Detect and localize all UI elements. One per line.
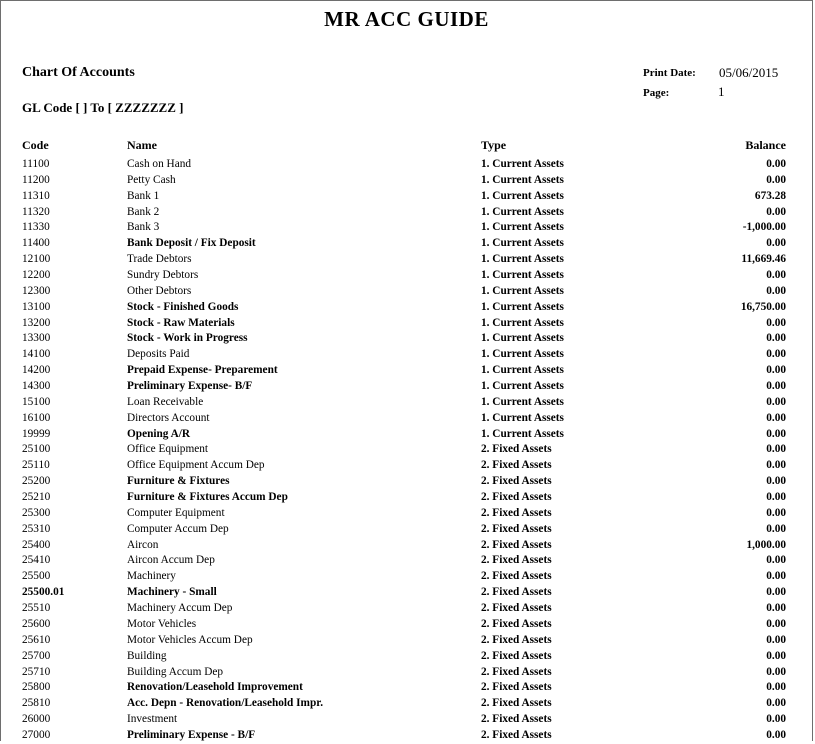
account-name: Investment	[127, 713, 178, 726]
table-row	[1, 347, 812, 363]
account-balance: 0.00	[766, 332, 786, 345]
account-type: 1. Current Assets	[481, 284, 564, 297]
account-code: 25410	[22, 554, 51, 567]
account-name: Bank 3	[127, 221, 160, 234]
account-balance: 16,750.00	[740, 300, 786, 313]
table-row	[1, 173, 812, 189]
table-row	[1, 268, 812, 284]
table-row	[1, 220, 812, 236]
table-row	[1, 363, 812, 379]
account-balance: 0.00	[766, 395, 786, 408]
account-type: 2. Fixed Assets	[481, 459, 552, 472]
print-date-value: 05/06/2015	[719, 65, 779, 80]
account-code: 14100	[22, 348, 51, 361]
account-balance: 0.00	[766, 364, 786, 377]
table-row	[1, 379, 812, 395]
table-row	[1, 236, 812, 252]
account-code: 25210	[22, 491, 51, 504]
table-row	[1, 427, 812, 443]
table-row	[1, 300, 812, 316]
account-type: 2. Fixed Assets	[481, 681, 552, 694]
account-balance: -1,000.00	[742, 221, 786, 234]
account-type: 2. Fixed Assets	[481, 713, 552, 726]
account-type: 1. Current Assets	[481, 253, 564, 266]
account-balance: 0.00	[766, 697, 786, 710]
account-name: Acc. Depn - Renovation/Leasehold Impr.	[127, 697, 324, 710]
account-balance: 11,669.46	[741, 253, 786, 266]
table-row	[1, 633, 812, 649]
print-date-label: Print Date:	[643, 67, 696, 79]
account-code: 12200	[22, 269, 51, 282]
account-name: Petty Cash	[127, 173, 176, 186]
account-code: 25510	[22, 602, 51, 615]
account-balance: 0.00	[766, 205, 786, 218]
account-name: Opening A/R	[127, 427, 191, 440]
account-code: 12300	[22, 284, 51, 297]
account-code: 11320	[22, 205, 50, 218]
account-balance: 0.00	[766, 173, 786, 186]
account-balance: 0.00	[766, 713, 786, 726]
table-row	[1, 569, 812, 585]
account-code: 11310	[22, 189, 50, 202]
account-name: Building Accum Dep	[127, 665, 224, 678]
accounts-table	[1, 157, 812, 744]
table-row	[1, 553, 812, 569]
page-number: 1	[718, 84, 725, 99]
account-name: Bank 1	[127, 189, 160, 202]
account-type: 1. Current Assets	[481, 364, 564, 377]
account-name: Motor Vehicles	[127, 617, 197, 630]
account-type: 2. Fixed Assets	[481, 633, 552, 646]
account-code: 25110	[22, 459, 50, 472]
table-row	[1, 585, 812, 601]
account-type: 1. Current Assets	[481, 411, 564, 424]
account-code: 25200	[22, 475, 51, 488]
account-code: 25100	[22, 443, 51, 456]
account-balance: 0.00	[766, 554, 786, 567]
account-code: 11200	[22, 173, 50, 186]
account-code: 19999	[22, 427, 51, 440]
account-name: Stock - Raw Materials	[127, 316, 235, 329]
account-type: 1. Current Assets	[481, 332, 564, 345]
account-balance: 1,000.00	[746, 538, 786, 551]
account-code: 13300	[22, 332, 51, 345]
account-name: Machinery	[127, 570, 176, 583]
account-code: 25500	[22, 570, 51, 583]
table-row	[1, 522, 812, 538]
account-name: Bank 2	[127, 205, 160, 218]
account-type: 1. Current Assets	[481, 189, 564, 202]
column-header-type: Type	[481, 138, 507, 152]
account-code: 14200	[22, 364, 51, 377]
table-row	[1, 649, 812, 665]
account-code: 25600	[22, 617, 51, 630]
account-balance: 673.28	[754, 189, 786, 202]
account-balance: 0.00	[766, 459, 786, 472]
column-header-balance: Balance	[745, 138, 786, 152]
table-row	[1, 506, 812, 522]
account-type: 2. Fixed Assets	[481, 617, 552, 630]
account-name: Preliminary Expense- B/F	[127, 380, 253, 393]
account-type: 1. Current Assets	[481, 237, 564, 250]
account-type: 2. Fixed Assets	[481, 570, 552, 583]
account-balance: 0.00	[766, 158, 786, 170]
account-type: 1. Current Assets	[481, 173, 564, 186]
account-name: Directors Account	[127, 411, 210, 424]
account-name: Motor Vehicles Accum Dep	[127, 633, 253, 646]
account-name: Stock - Finished Goods	[127, 300, 239, 313]
account-code: 27000	[22, 728, 51, 741]
account-balance: 0.00	[766, 269, 786, 282]
account-type: 1. Current Assets	[481, 158, 564, 170]
table-row	[1, 474, 812, 490]
table-row	[1, 490, 812, 506]
account-balance: 0.00	[766, 586, 786, 599]
account-balance: 0.00	[766, 348, 786, 361]
account-type: 2. Fixed Assets	[481, 554, 552, 567]
account-name: Other Debtors	[127, 284, 192, 297]
account-balance: 0.00	[766, 649, 786, 662]
account-code: 13100	[22, 300, 51, 313]
account-type: 2. Fixed Assets	[481, 586, 552, 599]
account-code: 25310	[22, 522, 51, 535]
account-balance: 0.00	[766, 681, 786, 694]
account-balance: 0.00	[766, 427, 786, 440]
account-name: Prepaid Expense- Preparement	[127, 364, 278, 377]
account-name: Office Equipment Accum Dep	[127, 459, 265, 472]
table-row	[1, 331, 812, 347]
account-balance: 0.00	[766, 633, 786, 646]
account-balance: 0.00	[766, 602, 786, 615]
account-code: 11330	[22, 221, 50, 234]
account-type: 2. Fixed Assets	[481, 697, 552, 710]
table-row	[1, 316, 812, 332]
account-balance: 0.00	[766, 380, 786, 393]
account-type: 2. Fixed Assets	[481, 538, 552, 551]
account-name: Preliminary Expense - B/F	[127, 728, 256, 741]
table-row	[1, 157, 812, 173]
account-code: 25810	[22, 697, 51, 710]
account-code: 25610	[22, 633, 51, 646]
table-row	[1, 728, 812, 744]
account-code: 25300	[22, 506, 51, 519]
account-type: 2. Fixed Assets	[481, 475, 552, 488]
account-balance: 0.00	[766, 570, 786, 583]
table-row	[1, 696, 812, 712]
report-title: MR ACC GUIDE	[324, 7, 489, 31]
column-header-name: Name	[127, 138, 157, 152]
account-name: Computer Equipment	[127, 506, 225, 519]
account-type: 2. Fixed Assets	[481, 728, 552, 741]
account-code: 15100	[22, 395, 51, 408]
account-code: 14300	[22, 380, 51, 393]
account-code: 25710	[22, 665, 51, 678]
table-row	[1, 538, 812, 554]
account-balance: 0.00	[766, 411, 786, 424]
account-balance: 0.00	[766, 728, 786, 741]
account-code: 16100	[22, 411, 51, 424]
account-type: 1. Current Assets	[481, 300, 564, 313]
account-name: Stock - Work in Progress	[127, 332, 248, 345]
account-type: 1. Current Assets	[481, 205, 564, 218]
account-balance: 0.00	[766, 617, 786, 630]
account-type: 1. Current Assets	[481, 269, 564, 282]
table-row	[1, 252, 812, 268]
account-type: 1. Current Assets	[481, 395, 564, 408]
table-row	[1, 284, 812, 300]
account-balance: 0.00	[766, 316, 786, 329]
account-name: Computer Accum Dep	[127, 522, 229, 535]
account-type: 2. Fixed Assets	[481, 665, 552, 678]
account-name: Furniture & Fixtures	[127, 475, 230, 488]
account-type: 2. Fixed Assets	[481, 491, 552, 504]
account-name: Aircon Accum Dep	[127, 554, 215, 567]
table-row	[1, 395, 812, 411]
report-subtitle: Chart Of Accounts	[22, 65, 135, 80]
account-code: 25500.01	[22, 586, 65, 599]
account-balance: 0.00	[766, 237, 786, 250]
account-type: 1. Current Assets	[481, 427, 564, 440]
table-row	[1, 442, 812, 458]
account-name: Machinery - Small	[127, 586, 217, 599]
table-row	[1, 617, 812, 633]
account-name: Machinery Accum Dep	[127, 602, 233, 615]
gl-code-range: GL Code [ ] To [ ZZZZZZZ ]	[22, 100, 184, 115]
table-row	[1, 665, 812, 681]
account-code: 25400	[22, 538, 51, 551]
account-type: 2. Fixed Assets	[481, 522, 552, 535]
table-row	[1, 458, 812, 474]
account-balance: 0.00	[766, 443, 786, 456]
account-name: Building	[127, 649, 167, 662]
account-type: 2. Fixed Assets	[481, 649, 552, 662]
account-type: 1. Current Assets	[481, 380, 564, 393]
account-name: Loan Receivable	[127, 395, 204, 408]
account-name: Sundry Debtors	[127, 269, 199, 282]
account-type: 1. Current Assets	[481, 348, 564, 361]
account-balance: 0.00	[766, 665, 786, 678]
table-row	[1, 601, 812, 617]
account-balance: 0.00	[766, 475, 786, 488]
account-name: Aircon	[127, 538, 159, 551]
column-header-code: Code	[22, 138, 49, 152]
account-code: 13200	[22, 316, 51, 329]
table-row	[1, 712, 812, 728]
account-name: Renovation/Leasehold Improvement	[127, 681, 303, 694]
account-code: 11400	[22, 237, 50, 250]
account-type: 1. Current Assets	[481, 316, 564, 329]
account-code: 11100	[22, 158, 50, 170]
account-name: Deposits Paid	[127, 348, 190, 361]
table-row	[1, 680, 812, 696]
account-type: 2. Fixed Assets	[481, 602, 552, 615]
account-balance: 0.00	[766, 491, 786, 504]
account-code: 26000	[22, 713, 51, 726]
table-row	[1, 205, 812, 221]
account-name: Office Equipment	[127, 443, 209, 456]
table-row	[1, 189, 812, 205]
account-name: Trade Debtors	[127, 253, 192, 266]
account-type: 1. Current Assets	[481, 221, 564, 234]
account-balance: 0.00	[766, 522, 786, 535]
account-name: Bank Deposit / Fix Deposit	[127, 237, 256, 250]
table-row	[1, 411, 812, 427]
account-name: Furniture & Fixtures Accum Dep	[127, 491, 288, 504]
account-balance: 0.00	[766, 284, 786, 297]
account-balance: 0.00	[766, 506, 786, 519]
account-type: 2. Fixed Assets	[481, 506, 552, 519]
page-label: Page:	[643, 87, 670, 99]
account-code: 12100	[22, 253, 51, 266]
account-type: 2. Fixed Assets	[481, 443, 552, 456]
account-code: 25700	[22, 649, 51, 662]
account-code: 25800	[22, 681, 51, 694]
account-name: Cash on Hand	[127, 158, 192, 170]
